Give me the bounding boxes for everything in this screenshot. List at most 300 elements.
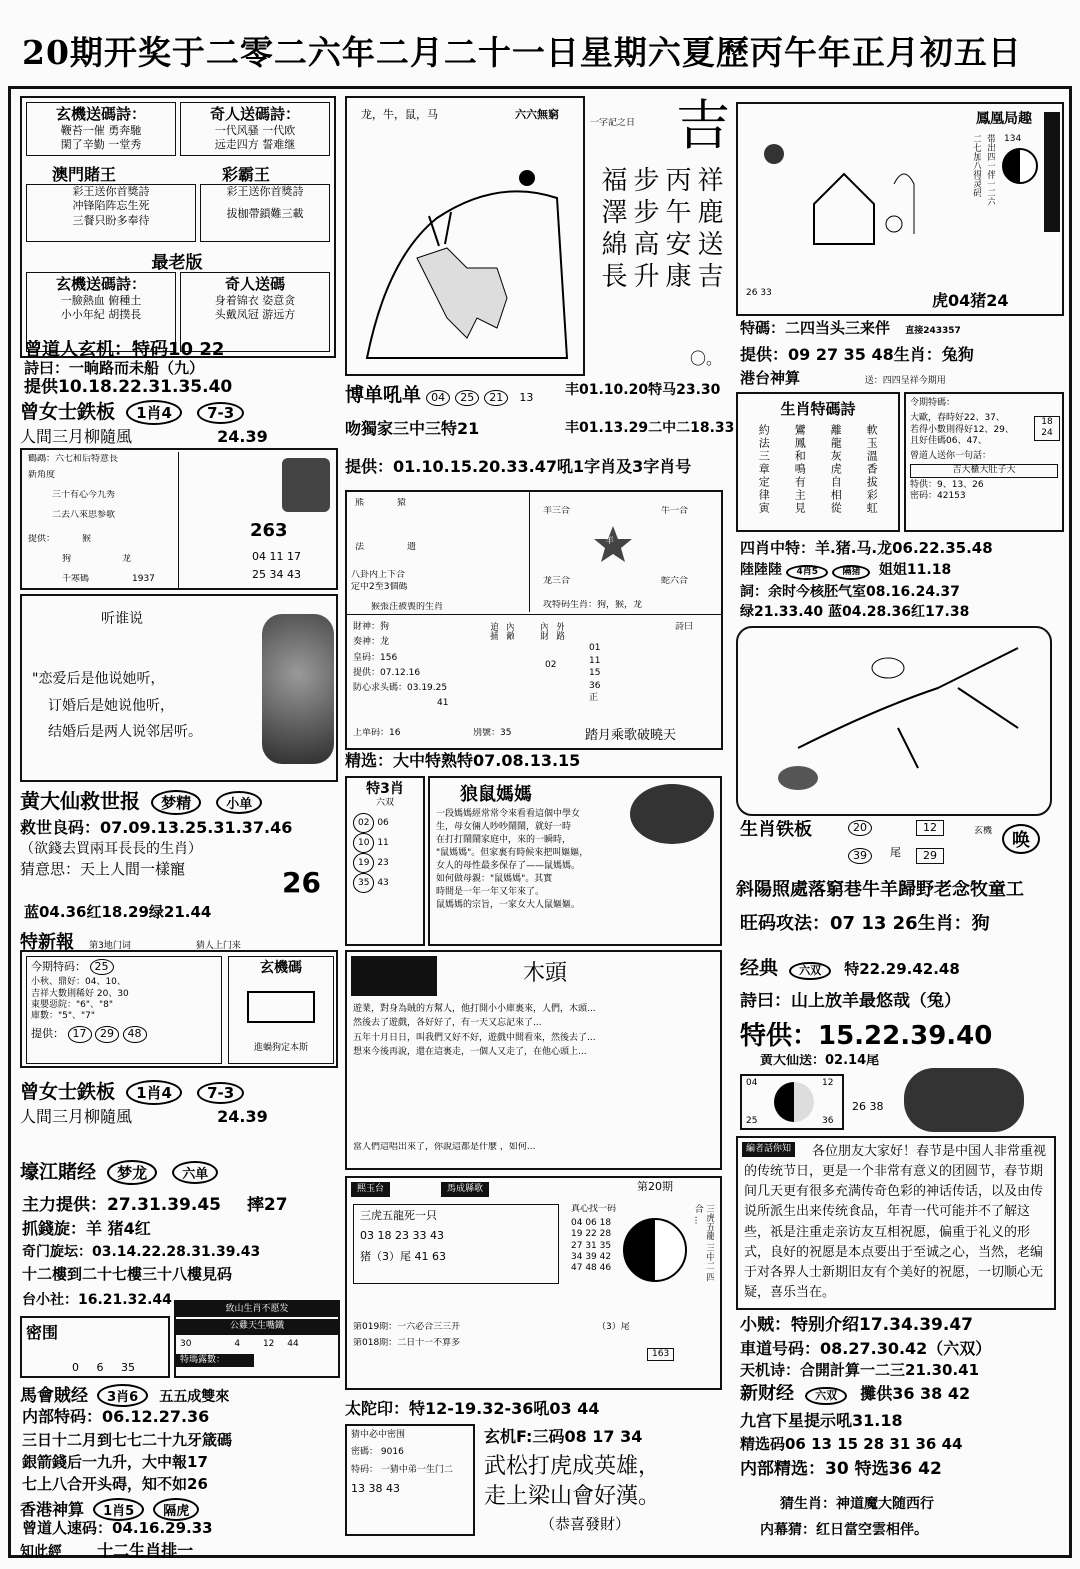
shishi: 詩曰	[675, 622, 694, 632]
lp-box1: 18	[1041, 417, 1053, 427]
hc-nums	[852, 1100, 884, 1114]
haojiang-title: 壕江賭经	[20, 1161, 97, 1183]
he-num3: 25	[746, 1116, 758, 1126]
xiao-num3: 12	[262, 1338, 275, 1349]
jinqi-line4: 庫數："5"、"7"	[31, 1011, 96, 1022]
poem3-title: 玄機送碼詩：	[55, 275, 146, 293]
yingzhang-animal3: 龙	[122, 554, 132, 564]
ji-word: 一字記之日	[590, 118, 636, 128]
fortune: 攻特码生肖：狗，猴，龙	[543, 600, 643, 610]
table-right3: 15	[589, 668, 601, 679]
sx-wei: 尾	[890, 846, 901, 859]
cai-left-box	[345, 1424, 475, 1536]
tebao-title: 特新報	[20, 932, 74, 950]
table-num: 02	[545, 660, 557, 670]
xuanji-box	[228, 956, 334, 1064]
poem4-title: 奇人送碼	[224, 275, 285, 293]
zeng1-sub: 人間三月柳隨風	[20, 427, 133, 446]
tebao-row	[20, 928, 340, 950]
xuanji: 玄机F:三码08 17 34	[484, 1428, 643, 1446]
lan-line: 蓝04.36红18.29绿21.44	[24, 904, 212, 921]
jinqi-ball1: 17	[68, 1026, 92, 1042]
gang-row	[740, 370, 946, 387]
jinqi-box	[26, 956, 222, 1064]
deer-picture	[345, 96, 585, 376]
shier: 十二樓到二十七樓三十八樓見码	[22, 1266, 233, 1283]
tegou-line	[740, 320, 961, 337]
haojiang-badge: 梦龙	[107, 1160, 157, 1185]
tebao-r: 猜人上门来	[195, 941, 241, 950]
te3-sub: 六双	[375, 798, 394, 808]
xuanpu: 玄機	[974, 826, 993, 836]
lang-text	[436, 808, 626, 912]
di-line1: 第019期：一六必合三三开	[353, 1322, 461, 1332]
nums3: 03 18 23 33 43	[360, 1229, 444, 1243]
zeng1-badge: 1肖4	[126, 400, 182, 425]
deer-illustration	[357, 138, 577, 368]
cai-left: 猜中必中密围	[351, 1430, 406, 1440]
poem1	[26, 102, 176, 156]
tegou: 特碼：二四当头三来伴	[740, 320, 891, 337]
table-label6: 41	[437, 698, 449, 709]
tingshuo-title: 听谁说	[101, 611, 143, 627]
table-label3: 皇码：156	[353, 652, 398, 663]
ta: 踏月乘歌破曉天	[585, 728, 677, 743]
ci: 詞：余时今核胚气室08.16.24.37	[740, 584, 960, 600]
lulu: 陸陸陸	[740, 562, 782, 578]
lv: 绿21.33.40 蓝04.28.36红17.38	[740, 604, 970, 620]
bodan-title: 博单吼单	[345, 384, 422, 406]
mutou-text	[353, 1002, 717, 1060]
caiba-box	[200, 184, 330, 242]
wusong: 武松打虎成英雄，	[484, 1454, 661, 1479]
bodan-ball1: 04	[426, 390, 450, 406]
lang-line2: 生，母女倆人吵吵鬧鬧，就好一時	[436, 822, 572, 833]
zeng1-title: 曾女士鉄板	[20, 401, 116, 423]
fh-nums-bot: 26 33	[746, 288, 772, 298]
sx-box	[736, 392, 900, 532]
jinqi-block	[20, 950, 338, 1068]
jingdian: 经典	[740, 958, 779, 979]
sx-r1: 12	[916, 820, 944, 836]
xincai: 新财经	[740, 1384, 794, 1404]
tebao-mid: 第3地门词	[89, 941, 131, 950]
mutou-box	[345, 950, 722, 1170]
lulu-row	[740, 562, 951, 580]
poem-block	[20, 96, 336, 358]
poem3-line1: 一臉熱血 俯種土	[60, 294, 142, 307]
table-label1: 財神：狗	[353, 622, 390, 632]
he-num1: 04	[746, 1078, 758, 1088]
yingzhang-nums2-b: 25 34 43	[252, 568, 301, 581]
table-col2a: 內敵	[504, 622, 515, 640]
sanhu-box	[353, 1204, 559, 1284]
yin-text3: 四合 ...	[692, 1204, 715, 1282]
xieyang: 斜陽照處落窮巷牛羊歸野老念牧童工	[736, 880, 1024, 900]
table-right4: 36	[589, 680, 601, 691]
lp-box-vals	[1034, 416, 1060, 441]
ji-line1: 祥鹿送吉	[693, 166, 723, 294]
cai: 猜生肖：神道魔大随西行	[780, 1496, 934, 1512]
gongxi: （恭喜發財）	[540, 1516, 631, 1533]
poem2-line2: 远走四方 誓难继	[214, 138, 296, 152]
maquan-badge: 3肖6	[97, 1384, 148, 1407]
shengxiao: 生肖铁板	[740, 820, 812, 840]
tree-label1: 熊	[355, 498, 365, 508]
yin-text2: 三中二	[704, 1242, 715, 1270]
table-col3b: 內財	[538, 622, 549, 640]
xianggang-badge: 1肖5	[93, 1498, 144, 1521]
xuanji-diagram	[247, 991, 315, 1023]
zhuli: 主力提供：27.31.39.45	[22, 1196, 222, 1215]
hc-num1: 26	[852, 1100, 866, 1113]
yin-text1: 三虎五龍	[704, 1204, 715, 1240]
tree-label4: 遗	[407, 542, 417, 552]
chart-bottom1: 龙三合	[543, 576, 571, 586]
cai-left2: 密碼：	[351, 1447, 379, 1458]
lp-box2: 24	[1041, 428, 1053, 439]
xx-row5: 47 48 46	[571, 1263, 612, 1273]
table-right2: 11	[589, 655, 601, 666]
yingzhang-divider	[178, 452, 179, 588]
zeng2-sub: 人間三月柳隨風	[20, 1107, 133, 1126]
chart-star: 羊	[605, 536, 615, 546]
daoren-nums: 提供10.18.22.31.35.40	[24, 378, 233, 397]
tingshuo-line2: 订婚后是她说他听，	[48, 697, 174, 714]
sx-col4: 約法三章定律寅	[757, 424, 771, 515]
huangdaxian-title: 黄大仙救世报	[20, 790, 140, 813]
zhixia-r: 十二生肖排一	[97, 1541, 194, 1558]
ji-line2: 丙午安康	[661, 166, 691, 294]
lp-sub: 曾道人送你一句話：	[910, 451, 992, 461]
jing: 精选：大中特熟特07.08.13.15	[345, 752, 581, 770]
ji-end: 〇。	[690, 349, 723, 368]
bagua2: 定中2至3個碼	[351, 582, 408, 592]
sx-col3: 鸞鳳和鳴有主見	[793, 424, 807, 515]
chedao: 車道号码：08.27.30.42（六双）	[740, 1340, 992, 1358]
sx-col2: 離龍灰虎自相從	[829, 424, 843, 515]
lang-line3: 在打打鬧鬧家庭中，來的一瞬時，	[436, 835, 572, 846]
xc-badge: 六双	[805, 1387, 847, 1405]
qimen: 奇门旋坛：03.14.22.28.31.39.43	[22, 1244, 261, 1260]
jinqi-ball2: 29	[95, 1026, 119, 1042]
poem2	[180, 102, 330, 156]
tezhi: 特供：15.22.39.40	[740, 1022, 993, 1051]
jd-badge: 六双	[789, 962, 831, 980]
poem4-line2: 头戴凤冠 游远方	[214, 308, 296, 322]
tr1: 丰01.10.20特马23.30	[565, 382, 721, 398]
jinqi-title: 今期特码：	[31, 960, 86, 973]
jinqi-line1: 小秋、鼎好：04、10、	[31, 977, 126, 988]
tianji: 天机诗：合開計算一二三21.30.41	[740, 1362, 980, 1379]
zuilao-title: 最老版	[151, 253, 203, 273]
mutou-image	[351, 956, 437, 996]
jinqi-line2: 吉祥大數則稀好 20、30	[31, 988, 129, 999]
sx-r2: 29	[916, 848, 944, 864]
hu: 唤	[1002, 824, 1040, 854]
jiugong: 九宫下星提示吼31.18	[740, 1412, 903, 1430]
yin: 銀箭錢后一九升，大中報17	[22, 1454, 208, 1471]
xianggang-line: 曾道人速码：04.16.29.33	[22, 1520, 213, 1537]
xiao-sub: 公雞天生嘴鐵	[176, 1319, 338, 1334]
yingzhang-animal2: 狗	[62, 554, 72, 564]
te3-num4: 11	[377, 838, 389, 849]
tr2: 丰01.13.29二中二18.33	[565, 420, 735, 436]
zhixia: 知此經	[20, 1544, 62, 1558]
notice: 各位朋友大家好！春节是中国人非常重视的传统节日，更是一个非常有意义的团圆节，春节期间几天更有很多充满传奇色彩的神话传话，以及由传说所派生出来传统食品，年青一代可能并不了解这些，祇是注重走亲访友互相祝愿，偏重于礼义的形式，良好的祝愿是本点要出于至诚之心，当然，老编于对各界人士新期旧友有个美好的祝愿，一切顺心无疑，喜乐当在。	[744, 1144, 1047, 1300]
xx-row4: 34 39 42	[571, 1251, 612, 1262]
liangshan: 走上梁山會好漢。	[484, 1484, 661, 1509]
haojiang-badge2: 六单	[172, 1161, 218, 1184]
zeng2-block	[20, 1080, 340, 1130]
te3-num7: 35	[353, 873, 374, 893]
bodan-line2: 吻獨家三中三特21	[345, 420, 480, 438]
tigong: 提供：09 27 35 48生肖：兔狗	[740, 346, 974, 364]
lp-phrase: 吉大櫃大肚子大	[910, 464, 1058, 477]
yingzhang-line1: 三十有心今九秀	[52, 490, 116, 500]
xuyan-box	[345, 1176, 722, 1390]
bodan-ball2: 25	[455, 390, 479, 406]
jinqi-num: 25	[90, 959, 114, 975]
xiao-title: 致山生肖不愿发	[176, 1302, 338, 1317]
zeng2-badge2: 7-3	[197, 1082, 244, 1104]
poem4-line1: 身着锦衣 姿意贪	[214, 294, 296, 307]
tingshuo-line1: "恋爱后是他说她听，	[32, 671, 165, 687]
lang-line5: 女人的母性最多保存了——鼠媽媽。	[436, 861, 581, 872]
jd-r: 特22.29.42.48	[844, 960, 960, 978]
mutou-line4: 想來今後再說，還在這裏走，一個人又走了，在他心頭上...	[353, 1047, 587, 1058]
lang-line6: 如何做母親："鼠媽媽"。其實	[436, 874, 553, 885]
dilian: （3）尾	[597, 1322, 630, 1332]
xincai-row	[740, 1384, 1060, 1410]
fh-val: 虎04猪24	[932, 291, 1009, 310]
te3-num1: 02	[353, 813, 374, 833]
zhuanqian: 抓錢旋：羊 猪4红	[22, 1220, 151, 1238]
yingzhang-nums2-a: 04 11 17	[252, 550, 301, 563]
tingshuo-text	[32, 666, 202, 746]
fenghuang-title: 鳳凰局趣	[976, 111, 1032, 127]
lp-line1: 大歐，春時好22、37、	[910, 413, 1005, 424]
zeng1-badge2: 7-3	[197, 402, 244, 424]
yingzhang-title: 鶴鵡：六七和后特意長	[28, 454, 119, 464]
poem3-line2: 小小年紀 胡撲長	[60, 308, 142, 322]
neibu: 内部特码：06.12.27.36	[22, 1408, 210, 1426]
mutou-title: 木頭	[523, 961, 568, 986]
xiao-num1: 30	[180, 1338, 192, 1349]
jinqi-line3: 東嬰惡院："6"、"8"	[31, 999, 114, 1010]
sx-ball2: 39	[848, 848, 872, 864]
jinqi-provide: 提供：	[31, 1027, 64, 1041]
cai-left-code: 9016	[380, 1447, 404, 1458]
maquan-r: 五五成雙來	[159, 1389, 230, 1405]
poem1-line1: 鞭苔一催 勇奔馳	[60, 124, 142, 137]
daoren-line: 曾道人玄机：特码10 22	[24, 340, 225, 360]
tree-label2: 猿	[397, 498, 407, 508]
jiushima: 救世良码：07.09.13.25.31.37.46	[20, 818, 293, 837]
xiaozei: 小贼：特别介绍17.34.39.47	[740, 1316, 974, 1335]
zeng2-title: 曾女士鉄板	[20, 1081, 116, 1103]
side-bar	[1044, 112, 1060, 232]
lulu-r: 姐姐11.18	[878, 562, 952, 578]
xx-row2: 19 22 28	[571, 1229, 612, 1240]
lp-line3: 且好佳碼06、47、	[910, 435, 987, 446]
yingzhang-sub: 新角度	[28, 470, 56, 480]
house-illustration	[744, 124, 964, 284]
xuanji-title: 玄機碼	[260, 960, 302, 976]
macau-line3: 三餐只盼多奉待	[72, 213, 150, 227]
shengxiao-row	[740, 820, 1060, 876]
macau-line2: 冲锋陷阵忘生死	[72, 199, 150, 213]
cai-left-sub: 一猜中弟一生门二	[380, 1464, 453, 1475]
caiba-line1: 彩王送你首獎詩	[226, 185, 304, 198]
bead-illustration	[904, 1068, 1024, 1132]
sx-col1: 軟玉溫香拔彩虹	[865, 424, 879, 515]
tegou-r: 直接243357	[905, 326, 961, 336]
bodan-ball3: 21	[484, 390, 508, 406]
bie-code: 別號：35	[473, 728, 512, 738]
caisu: 内幕猜：红日當空雲相伴。	[760, 1522, 928, 1538]
cai-left-nums: 13 38 43	[351, 1481, 400, 1495]
issue-header: 20期开奖于二零二六年二月二十一日星期六夏歷丙午年正月初五日	[22, 33, 1022, 72]
zeng2-nums: 24.39	[217, 1107, 268, 1126]
lulu-c: 隔猪	[832, 565, 870, 580]
yingzhang-bottom: 提供：	[28, 534, 56, 544]
bodan-block	[345, 380, 735, 490]
branch-illustration-box	[736, 626, 1052, 816]
macau-line1: 彩王送你首獎詩	[72, 185, 150, 198]
lang-box	[428, 776, 722, 946]
ji-line3: 步步高升	[629, 166, 659, 294]
he-num4: 36	[822, 1116, 834, 1126]
xx-row3: 27 31 35	[571, 1240, 612, 1251]
tingshuo-box	[20, 594, 338, 782]
caiba-line2: 拔枷帶鎖難三載	[226, 207, 304, 221]
table-col3a: 外路	[554, 622, 565, 640]
zeng1-block	[20, 400, 340, 448]
lp-title: 令期特碼：	[910, 398, 956, 408]
yingzhang-code-val: 1937	[132, 574, 155, 584]
lulu-b: 4肖5	[786, 565, 828, 580]
hc-num2: 38	[869, 1100, 884, 1113]
daoren-poem: 詩曰：一晌路而未船（九）	[24, 360, 205, 377]
guess1: （欲錢去買兩耳長長的生肖）	[20, 841, 202, 858]
poem1-line2: 閑了辛勤 一堂秀	[60, 138, 142, 152]
taixiao: 台小社：16.21.32.44	[22, 1292, 172, 1308]
maquan-title: 馬會賊经	[20, 1386, 88, 1406]
xiao-box	[174, 1300, 340, 1378]
lang-line4: "鼠媽媽"。但家裏有時候來把叫嫗嫗，	[436, 848, 589, 859]
mi-box	[20, 1316, 170, 1378]
mutou-line2: 然後去了遊戲，各好好了，有一天又忘記來了...	[353, 1018, 542, 1029]
macau-box	[26, 184, 196, 242]
lang-line7: 時間是一年一年又年來了。	[436, 887, 545, 898]
chart-top1: 羊三合	[543, 506, 571, 516]
qi: 七上八合开头碍，知不如26	[22, 1476, 208, 1493]
te3-box	[345, 776, 425, 946]
yingzhang-code: 千寒碼	[62, 574, 90, 584]
table-labels	[353, 620, 448, 712]
xiao-foot: 特瑪露數：	[176, 1354, 254, 1367]
haojiang-row	[20, 1160, 340, 1190]
character-sketch	[262, 614, 334, 764]
xx-grid	[571, 1218, 611, 1274]
xuyan-title: 熙玉台	[351, 1182, 390, 1197]
mutou-line3: 五年十月日日，叫我們又好不好，遊戲中間看來，然後去了...	[353, 1032, 596, 1043]
table-right5: 正	[589, 693, 599, 704]
bagua1: 八卦内上下合	[351, 570, 406, 580]
bagua3: 猴張汪被喪的生肖	[371, 602, 444, 612]
lang-line8: 鼠媽媽的宗旨，一家女大人鼠嫗嫗。	[436, 900, 581, 911]
pic-title: 六六無窮	[515, 108, 559, 121]
xuanji-foot: 進蝸狗定本斯	[253, 1043, 308, 1053]
sanhu: 三虎五龍死一只	[360, 1209, 437, 1222]
ba-n: 猪（3）尾 41 63	[360, 1249, 446, 1263]
tree-label3: 法	[355, 542, 365, 552]
gang: 港台神算	[740, 370, 801, 387]
te3-nums	[353, 813, 417, 893]
zhuli-r: 摔27	[246, 1196, 288, 1215]
huangdaxian-badge2: 小单	[216, 791, 262, 814]
tai: 太陀印：特12-19.32-36吼03 44	[345, 1400, 600, 1418]
bodan-provide: 提供：01.10.15.20.33.47吼1字肖及3字肖号	[345, 458, 692, 476]
lp-code: 密码：42153	[910, 490, 966, 501]
mi-row-b: 6	[96, 1361, 104, 1374]
yin-yang-icon-2	[774, 1082, 814, 1122]
table-right	[589, 642, 600, 705]
cai-left3: 特码：	[351, 1464, 379, 1475]
te3-num2: 06	[377, 818, 389, 829]
xuyan-qi: 第20期	[637, 1180, 673, 1193]
mutou-foot: 當人們這唱出來了，你說這都是什麼 ，如何...	[353, 1142, 536, 1152]
table-label2: 奏神：龙	[353, 637, 390, 648]
pic-animals: 龙，牛，鼠，马	[361, 108, 438, 121]
poem2-line1: 一代风骚 一代欧	[214, 124, 296, 137]
mi-row-a: 0	[72, 1361, 79, 1374]
jingdian-row	[740, 958, 1060, 988]
shang-code: 上单码：16	[353, 728, 401, 738]
xc-r: 攤供36 38 42	[860, 1384, 971, 1403]
sx-ball1: 20	[848, 820, 872, 836]
chart-bottom2: 蛇六合	[661, 576, 689, 586]
lp-line2: 若得小數則得好12、29、	[910, 424, 1014, 435]
yingzhang-line2: 二去八來思参歌	[52, 510, 116, 520]
yingzhang-box	[20, 448, 338, 590]
guess2: 猜意思：天上人間一樣寵	[20, 860, 186, 879]
yingzhang-num: 263	[250, 520, 288, 541]
fenghuang-box	[736, 102, 1064, 316]
portrait-photo	[282, 458, 330, 512]
lang-line1: 一段媽媽經常常令來看看這個中學女	[436, 809, 581, 819]
yin-text	[691, 1204, 714, 1284]
he-box	[740, 1074, 844, 1130]
neibu-right: 内部精选：30 特选36 42	[740, 1460, 942, 1479]
gang-r: 送：四四呈祥今期用	[864, 376, 946, 386]
xianggang-row	[20, 1498, 340, 1522]
mutou-line1: 遊業，對身為賊的方幫人，他打開小小庫裏來，人們，木頭...	[353, 1004, 596, 1014]
te3-num3: 10	[353, 833, 374, 853]
zhixia-row	[20, 1538, 340, 1558]
xx-row1: 04 06 18	[571, 1218, 612, 1228]
table-right1: 01	[589, 643, 601, 653]
lp-nums: 特供：9、13、26	[910, 479, 984, 490]
guess-num: 26	[282, 866, 321, 899]
mi-row-c: 35	[121, 1361, 135, 1374]
ji-block	[590, 96, 732, 376]
notice-box	[736, 1136, 1056, 1310]
ji-char: 吉	[676, 96, 730, 156]
poem1-title: 玄機送碼詩：	[55, 105, 146, 123]
chart-hr	[347, 614, 721, 615]
